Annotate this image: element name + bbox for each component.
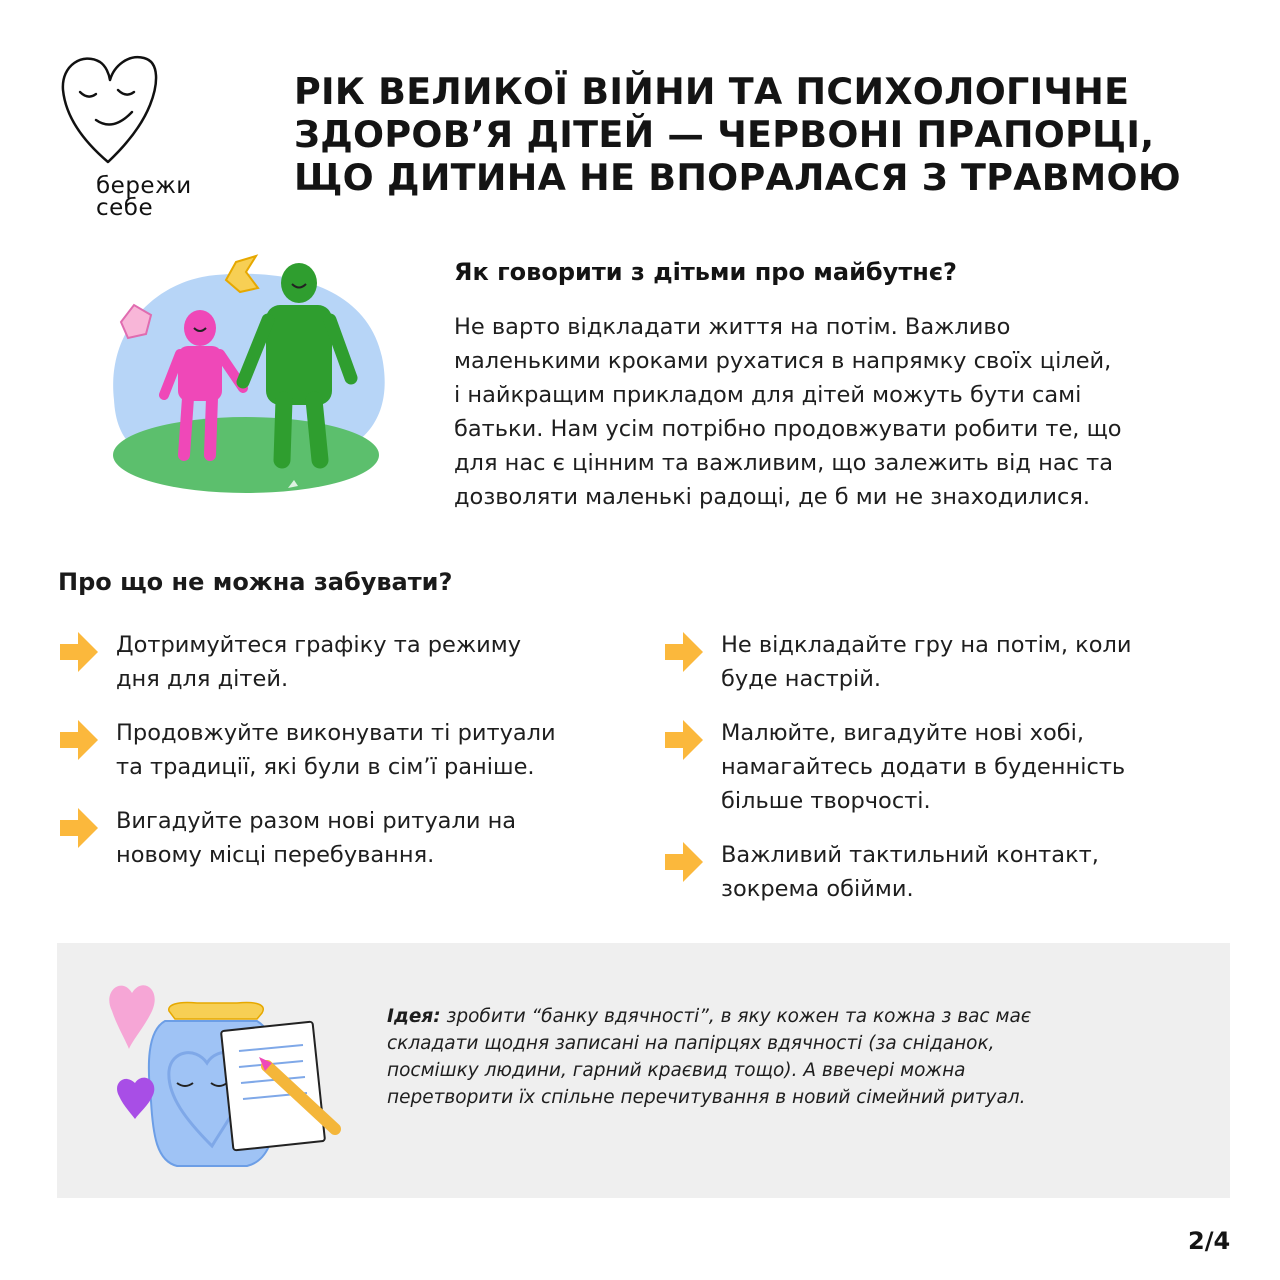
future-talk-line-4: батьки. Нам усім потрібно продовжувати робити те, що [454, 416, 1122, 442]
title-line-1: РІК ВЕЛИКОЇ ВІЙНИ ТА ПСИХОЛОГІЧНЕ [294, 70, 1130, 113]
title-line-2: ЗДОРОВ’Я ДІТЕЙ — ЧЕРВОНІ ПРАПОРЦІ, [294, 113, 1155, 156]
tip-text-line: намагайтесь додати в буденність [721, 754, 1126, 780]
tip-text-line: Не відкладайте гру на потім, коли [721, 632, 1132, 658]
tip-text-line: Дотримуйтеся графіку та режиму [116, 632, 522, 658]
logo-text [96, 175, 192, 219]
tip-text-line: більше творчості. [721, 788, 931, 814]
arrow-right-icon [663, 838, 705, 884]
arrow-right-icon [58, 716, 100, 762]
page-number: 2/4 [1188, 1227, 1231, 1255]
future-talk-line-2: маленькими кроками рухатися в напрямку своїх цілей, [454, 348, 1112, 374]
future-talk-line-3: і найкращим прикладом для дітей можуть бути самі [454, 382, 1082, 408]
future-talk-paragraph [454, 310, 1254, 514]
tip-item [58, 716, 556, 784]
idea-text-line-4: перетворити їх спільне перечитування в новий сімейний ритуал. [387, 1087, 1026, 1108]
tips-right-column [663, 628, 1132, 906]
logo [58, 50, 218, 225]
tip-text-line: Продовжуйте виконувати ті ритуали [116, 720, 556, 746]
future-talk-heading: Як говорити з дітьми про майбутнє? [454, 258, 957, 286]
tip-text-line: Важливий тактильний контакт, [721, 842, 1099, 868]
future-talk-line-1: Не варто відкладати життя на потім. Важливо [454, 314, 1011, 340]
tip-text-line: буде настрій. [721, 666, 882, 692]
future-talk-line-6: дозволяти маленькі радощі, де б ми не знаходилися. [454, 484, 1091, 510]
heart-face-logo-icon [58, 50, 168, 175]
dont-forget-heading: Про що не можна забувати? [58, 568, 453, 596]
idea-box [57, 943, 1230, 1198]
arrow-right-icon [663, 716, 705, 762]
page-title [294, 70, 1254, 199]
arrow-right-icon [58, 628, 100, 674]
idea-text-line-2: складати щодня записані на папірцях вдячності (за сніданок, [387, 1033, 995, 1054]
idea-text-line-3: посмішку людини, гарний краєвид тощо). А ввечері можна [387, 1060, 966, 1081]
arrow-right-icon [58, 804, 100, 850]
tip-text-line: дня для дітей. [116, 666, 289, 692]
tip-text-line: зокрема обійми. [721, 876, 914, 902]
future-talk-section [454, 256, 1254, 514]
tip-item [663, 716, 1132, 818]
tip-text-line: Вигадуйте разом нові ритуали на [116, 808, 517, 834]
tip-item [663, 628, 1132, 696]
tip-item [663, 838, 1132, 906]
tip-item [58, 628, 556, 696]
arrow-right-icon [663, 628, 705, 674]
tips-left-column [58, 628, 556, 872]
idea-text [387, 1003, 1207, 1111]
idea-text-line-1: зробити “банку вдячності”, в яку кожен та кожна з вас має [440, 1006, 1031, 1027]
idea-label: Ідея: [387, 1006, 441, 1027]
logo-text-line-1: бережи [96, 173, 192, 199]
parent-child-illustration [106, 250, 396, 500]
logo-text-line-2: себе [96, 195, 154, 221]
tip-text-line: Малюйте, вигадуйте нові хобі, [721, 720, 1084, 746]
title-line-3: ЩО ДИТИНА НЕ ВПОРАЛАСЯ З ТРАВМОЮ [294, 156, 1182, 199]
tip-text-line: та традиції, які були в сім’ї раніше. [116, 754, 535, 780]
tip-text-line: новому місці перебування. [116, 842, 435, 868]
gratitude-jar-illustration [107, 971, 357, 1181]
tip-item [58, 804, 556, 872]
future-talk-line-5: для нас є цінним та важливим, що залежить від нас та [454, 450, 1114, 476]
